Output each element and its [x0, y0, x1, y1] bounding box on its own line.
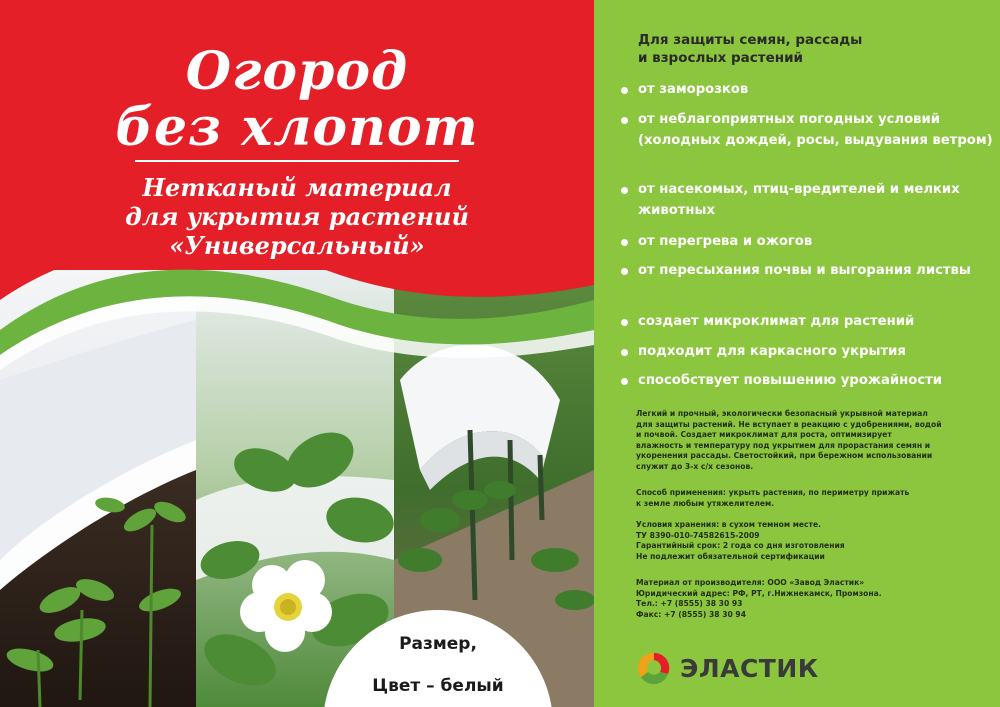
benefit-text: от пересыхания почвы и выгорания листвы	[638, 263, 971, 278]
subtitle-line-2: для укрытия растений	[125, 202, 469, 231]
benefit-item	[618, 80, 748, 101]
bullet-dot-icon	[621, 239, 628, 246]
storage-and-warranty: Условия хранения: в сухом темном месте. ТУ 8390-010-74582615-2009 Гарантийный срок: 2 года со дня изготовления Не подлежит обязательной сертификации	[636, 520, 845, 561]
bullet-dot-icon	[621, 268, 628, 275]
color-label: Цвет – белый	[372, 676, 504, 696]
benefit-item	[618, 312, 914, 333]
benefit-text: от заморозков	[638, 82, 749, 97]
subtitle-line-3: «Универсальный»	[169, 231, 425, 260]
title-line-1: Огород	[185, 41, 409, 102]
product-description: Легкий и прочный, экологически безопасный укрывной материал для защиты растений. Не вступает в реакцию с удобрениями, водой и почвой. Создает микроклимат для роста, оптимизирует влажность и температуру под укрытием для прорастания семян и укоренения рассады. Светостойкий, при бережном использовании служит до 3-х с/х сезонов.	[636, 409, 942, 471]
benefit-item	[618, 180, 994, 221]
benefit-item	[618, 110, 994, 151]
bullet-dot-icon	[621, 378, 628, 385]
right-panel	[594, 0, 1000, 707]
title-block	[0, 0, 594, 300]
subtitle-line-1: Нетканый материал	[142, 173, 452, 202]
benefit-item	[618, 232, 812, 253]
title-line-2: без хлопот	[115, 97, 479, 158]
benefit-text: от насекомых, птиц-вредителей и мелких животных	[638, 182, 960, 218]
bullet-dot-icon	[621, 117, 628, 124]
brand-name: ЭЛАСТИК	[680, 654, 819, 683]
intro-heading	[638, 31, 978, 67]
intro-line-2: и взрослых растений	[638, 50, 803, 66]
benefit-text: от неблагоприятных погодных условий (холодных дождей, росы, выдувания ветром)	[638, 112, 993, 148]
benefit-item	[618, 371, 942, 392]
bullet-dot-icon	[621, 319, 628, 326]
benefit-text: способствует повышению урожайности	[638, 373, 943, 388]
title-divider	[135, 160, 459, 162]
benefit-text: от перегрева и ожогов	[638, 234, 813, 249]
manufacturer-info: Материал от производителя: ООО «Завод Эластик» Юридический адрес: РФ, РТ, г.Нижнекамск, Промзона. Тел.: +7 (8555) 38 30 93 Факс: +7 (8555) 38 30 94	[636, 578, 882, 619]
benefit-item	[618, 342, 906, 363]
bullet-dot-icon	[621, 349, 628, 356]
benefit-item	[618, 261, 971, 282]
size-label: Размер,	[399, 634, 477, 654]
usage-instructions: Способ применения: укрыть растения, по периметру прижать к земле любым утяжелителем.	[636, 488, 910, 508]
bullet-dot-icon	[621, 87, 628, 94]
benefit-text: подходит для каркасного укрытия	[638, 344, 906, 359]
brand-logo	[636, 650, 836, 686]
benefit-text: создает микроклимат для растений	[638, 314, 915, 329]
bullet-dot-icon	[621, 187, 628, 194]
elastik-logo-icon	[636, 650, 672, 686]
intro-line-1: Для защиты семян, рассады	[638, 32, 863, 48]
